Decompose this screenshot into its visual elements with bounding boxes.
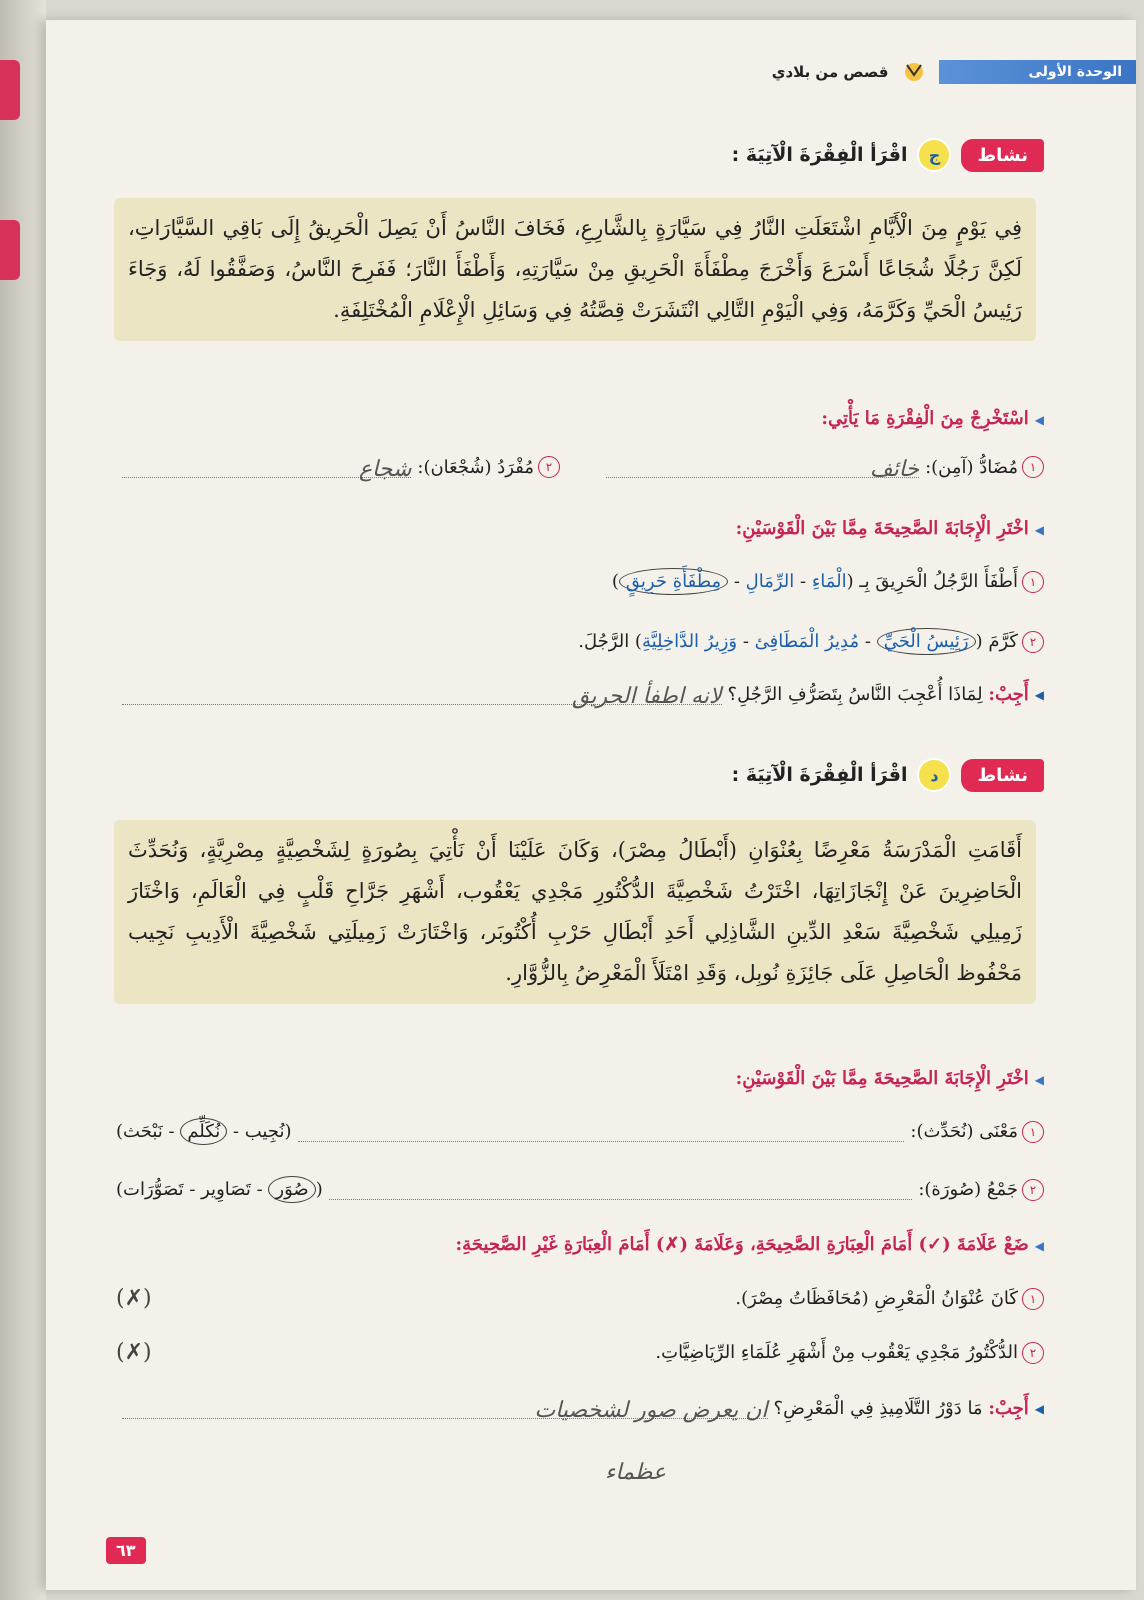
- page-header: [276, 60, 1136, 84]
- option-circled[interactable]: رَئِيسُ الْحَيِّ: [877, 628, 976, 655]
- page-number: ٦٣: [106, 1537, 146, 1564]
- handwritten-answer: شجاع: [358, 456, 412, 482]
- handwritten-answer: لانه اطفأ الحريق: [571, 684, 722, 709]
- option[interactable]: نَبْحَث: [123, 1121, 163, 1142]
- extract-questions: [116, 456, 1044, 482]
- choose-q2-c: ٢ كَرَّمَ ( رَئِيسُ الْحَيِّ - مُدِيرُ الْمَطَافِئ - وَزِيرُ الدَّاخِلِيَّةِ ) الرَّجُلَ.: [116, 628, 1044, 655]
- unit-title: قصص من بلادي: [771, 63, 889, 81]
- handwritten-answer: خائف: [869, 456, 920, 482]
- handwritten-mark[interactable]: (✗): [116, 1286, 152, 1311]
- answer-question-d: ◀ أَجِبْ: مَا دَوْرُ التَّلَامِيذِ فِي الْمَعْرِضِ؟ ان يعرض صور لشخصيات: [116, 1398, 1044, 1419]
- mark-instruction: ◀ضَعْ عَلَامَةَ (✓) أَمَامَ الْعِبَارَةِ الصَّحِيحَةِ، وَعَلَامَةَ (✗) أَمَامَ الْعِبَارَةِ غَيْرِ الصَّحِيحَةِ:: [455, 1234, 1044, 1255]
- option[interactable]: الْمَاءِ: [811, 571, 847, 592]
- unit-label: الوحدة الأولى: [939, 60, 1137, 84]
- option[interactable]: نُجِيب: [244, 1121, 285, 1142]
- mascot-icon: [901, 61, 927, 83]
- activity-c-header: [732, 138, 1044, 172]
- extract-instruction: ◀اسْتَخْرِجْ مِنَ الْفِقْرَةِ مَا يَأْتِي:: [821, 408, 1044, 429]
- triangle-icon: ◀: [1034, 687, 1044, 702]
- activity-letter: د: [917, 758, 951, 792]
- triangle-icon: ◀: [1034, 413, 1044, 427]
- edge-tab: [0, 220, 20, 280]
- option-circled[interactable]: مِطْفَأَةِ حَرِيقٍ: [619, 568, 728, 595]
- mark-q1: ١ كَانَ عُنْوَانُ الْمَعْرِضِ (مُحَافَظَاتُ مِصْرَ). (✗): [116, 1286, 1044, 1311]
- activity-letter: ج: [917, 138, 951, 172]
- option-circled[interactable]: صُوَر: [268, 1176, 315, 1203]
- answer-question-c: ◀ أَجِبْ: لِمَاذَا أُعْجِبَ النَّاسُ بِتَصَرُّفِ الرَّجُلِ؟ لانه اطفأ الحريق: [116, 684, 1044, 705]
- option[interactable]: تَصَوُّرَات: [123, 1179, 184, 1200]
- triangle-icon: ◀: [1034, 1239, 1044, 1253]
- answer-line[interactable]: [606, 456, 920, 482]
- choose-q2-d: ٢ جَمْعُ (صُورَة): ( صُوَر - تَصَاوِير - تَصَوُّرَات ): [116, 1176, 1044, 1203]
- option[interactable]: تَصَاوِير: [201, 1179, 251, 1200]
- handwritten-answer-continued: عظماء: [605, 1460, 666, 1485]
- option[interactable]: مُدِيرُ الْمَطَافِئ: [754, 631, 860, 652]
- option[interactable]: الرِّمَالِ: [745, 571, 795, 592]
- handwritten-answer: ان يعرض صور لشخصيات: [534, 1398, 768, 1423]
- answer-line[interactable]: [122, 456, 412, 482]
- choose-q1-c: ١ أَطْفَأَ الرَّجُلُ الْحَرِيقَ بِـ ( الْمَاءِ - الرِّمَالِ - مِطْفَأَةِ حَرِيقٍ ): [116, 568, 1044, 595]
- extract-q1: ١ مُضَادُّ (آمِن): خائف: [600, 456, 1044, 478]
- option[interactable]: وَزِيرُ الدَّاخِلِيَّةِ: [641, 631, 738, 652]
- choose-q1-d: ١ مَعْنَى (نُحَدِّث): ( نُجِيب - نُكَلِّم - نَبْحَث ): [116, 1118, 1044, 1145]
- answer-line[interactable]: [122, 684, 722, 709]
- activity-d-header: [732, 758, 1044, 792]
- activity-title: اقْرَأ الْفِقْرَةَ الْآتِيَةَ :: [731, 144, 908, 166]
- extract-q2: ٢ مُفْرَدُ (شُجْعَان): شجاع: [116, 456, 560, 478]
- choose-instruction-d: ◀اخْتَرِ الْإِجَابَةَ الصَّحِيحَةَ مِمَّا بَيْنَ الْقَوْسَيْنِ:: [735, 1068, 1044, 1089]
- answer-line[interactable]: [329, 1179, 913, 1200]
- activity-badge: نشاط: [961, 759, 1044, 792]
- workbook-page: [46, 20, 1136, 1590]
- edge-tab: [0, 60, 20, 120]
- triangle-icon: ◀: [1034, 1073, 1044, 1087]
- answer-line[interactable]: [298, 1121, 905, 1142]
- passage-d: أَقَامَتِ الْمَدْرَسَةُ مَعْرِضًا بِعُنْوَانِ (أَبْطَالُ مِصْرَ)، وَكَانَ عَلَيْنَا أَنْ نَأْتِيَ بِصُورَةٍ لِشَخْصِيَّةٍ مِصْرِيَّةٍ، وَنُحَدِّثَ الْحَاضِرِينَ عَنْ إِنْجَازَاتِهَا، اخْتَرْتُ شَخْصِيَّةَ الدُّكْتُورِ مَجْدِي يَعْقُوب، أَشْهَرِ جَرَّاحِ قَلْبٍ فِي الْعَالَمِ، وَاخْتَارَ زَمِيلِي شَخْصِيَّةَ سَعْدِ الدِّينِ الشَّاذِلِي أَحَدِ أَبْطَالِ حَرْبِ أُكْتُوبَر، وَاخْتَارَتْ زَمِيلَتِي شَخْصِيَّةَ الْأَدِيبِ نَجِيب مَحْفُوظ الْحَاصِلِ عَلَى جَائِزَةِ نُوبِل، وَقَدِ امْتَلَأَ الْمَعْرِضُ بِالزُّوَّارِ.: [114, 820, 1036, 1004]
- triangle-icon: ◀: [1034, 523, 1044, 537]
- answer-line[interactable]: [122, 1398, 768, 1423]
- mark-q2: ٢ الدُّكْتُورُ مَجْدِي يَعْقُوب مِنْ أَشْهَرِ عُلَمَاءِ الرِّيَاضِيَّاتِ. (✗): [116, 1340, 1044, 1365]
- passage-c: فِي يَوْمٍ مِنَ الْأَيَّامِ اشْتَعَلَتِ النَّارُ فِي سَيَّارَةٍ بِالشَّارِعِ، فَخَافَ النَّاسُ أَنْ يَصِلَ الْحَرِيقُ إِلَى بَاقِي السَّيَّارَاتِ، لَكِنَّ رَجُلًا شُجَاعًا أَسْرَعَ وَأَخْرَجَ مِطْفَأَةَ الْحَرِيقِ مِنْ سَيَّارَتِهِ، وَأَطْفَأَ النَّارَ؛ فَفَرِحَ النَّاسُ، وَصَفَّقُوا لَهُ، وَجَاءَ رَئِيسُ الْحَيِّ وَكَرَّمَهُ، وَفِي الْيَوْمِ التَّالِي انْتَشَرَتْ قِصَّتُهُ فِي وَسَائِلِ الْإِعْلَامِ الْمُخْتَلِفَةِ.: [114, 198, 1036, 341]
- activity-title: اقْرَأ الْفِقْرَةَ الْآتِيَةَ :: [731, 764, 908, 786]
- handwritten-mark[interactable]: (✗): [116, 1340, 152, 1365]
- book-edge: [0, 0, 46, 1600]
- triangle-icon: ◀: [1034, 1401, 1044, 1416]
- choose-instruction-c: ◀اخْتَرِ الْإِجَابَةَ الصَّحِيحَةَ مِمَّا بَيْنَ الْقَوْسَيْنِ:: [735, 518, 1044, 539]
- option-circled[interactable]: نُكَلِّم: [180, 1118, 227, 1145]
- activity-badge: نشاط: [961, 139, 1044, 172]
